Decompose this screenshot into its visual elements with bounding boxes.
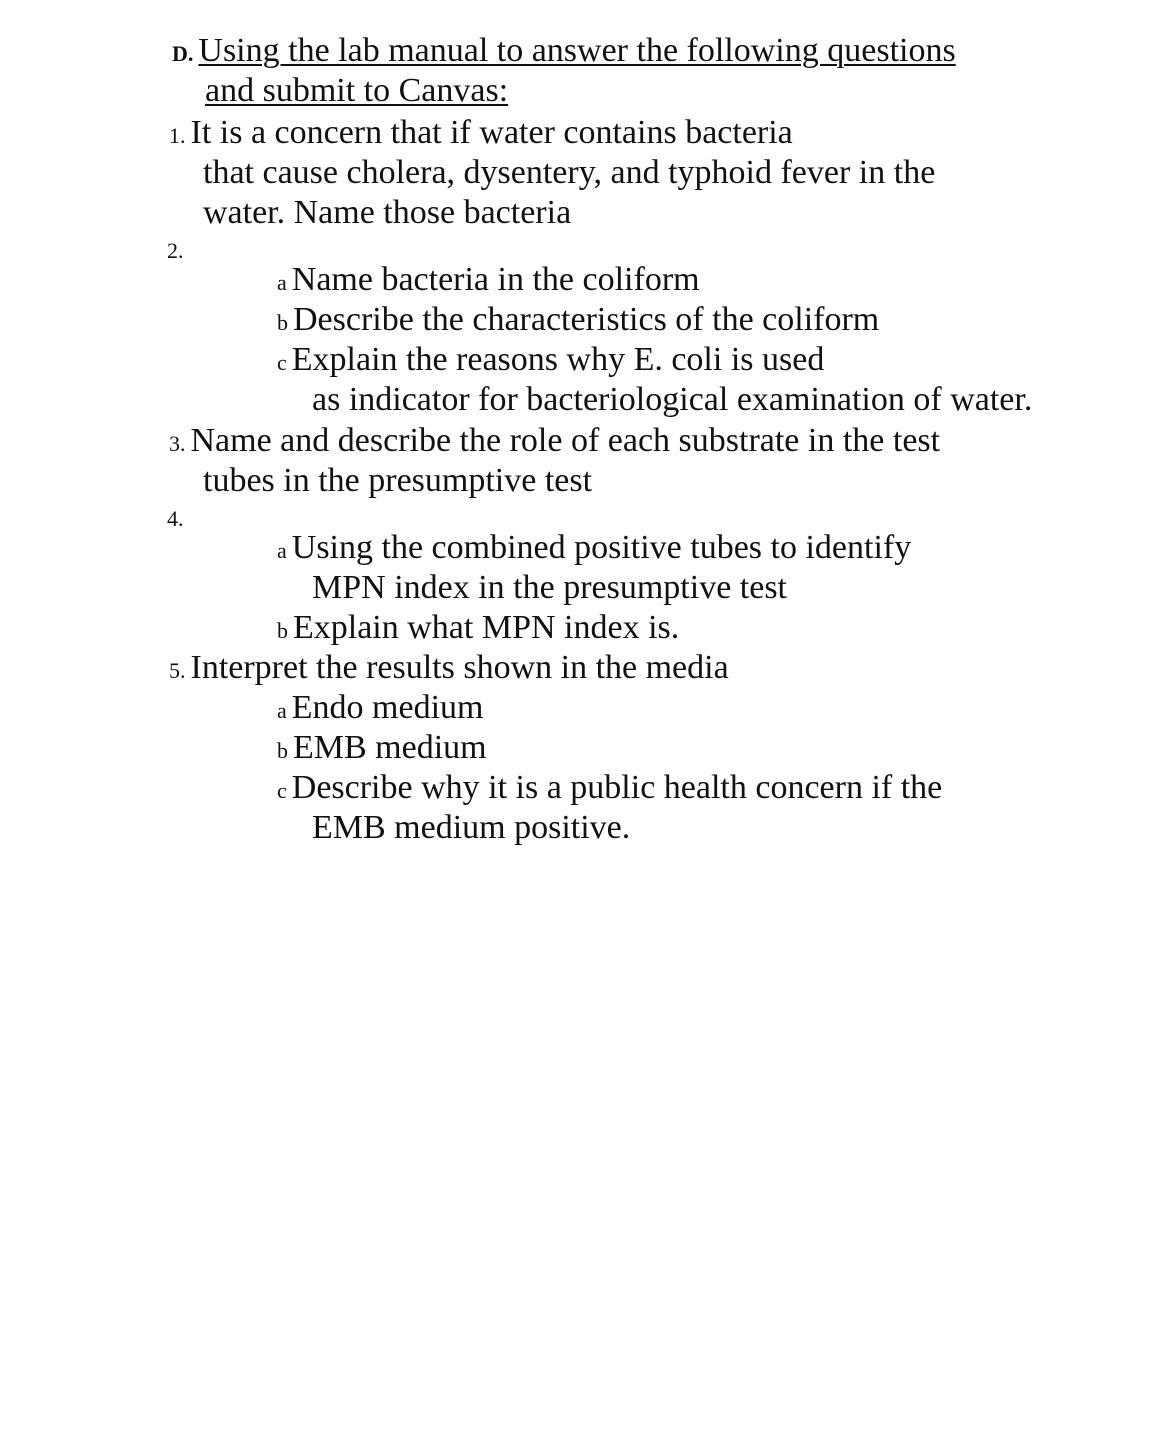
question-5a-marker: a bbox=[277, 698, 287, 723]
question-5c-marker: c bbox=[277, 778, 287, 803]
question-5b-marker: b bbox=[277, 738, 288, 763]
question-5c-text-part-1: Describe why it is a public health concern if the bbox=[291, 769, 943, 806]
question-2a-line bbox=[277, 260, 700, 303]
question-5-line bbox=[169, 648, 729, 691]
question-2b-line bbox=[277, 300, 879, 343]
question-1-marker: 1. bbox=[169, 123, 186, 148]
question-2b-text: Describe the characteristics of the coliform bbox=[293, 301, 880, 338]
question-2b-marker: b bbox=[277, 310, 288, 335]
question-5b-line bbox=[277, 728, 487, 771]
question-2-marker: 2. bbox=[167, 238, 184, 263]
question-4a-line-2 bbox=[312, 568, 787, 608]
question-5c-text-part-2: EMB medium positive. bbox=[312, 809, 631, 846]
question-5-marker: 5. bbox=[169, 658, 186, 683]
question-2c-text-part-1: Explain the reasons why E. coli is used bbox=[291, 341, 825, 378]
question-4b-text: Explain what MPN index is. bbox=[293, 609, 680, 646]
question-2c-text-part-2: as indicator for bacteriological examination of water. bbox=[312, 381, 1033, 418]
question-4a-line-1 bbox=[277, 528, 911, 571]
question-4a-marker: a bbox=[277, 538, 287, 563]
question-2c-marker: c bbox=[277, 350, 287, 375]
question-1-line-1 bbox=[169, 113, 793, 156]
question-4a-text-part-1: Using the combined positive tubes to identify bbox=[291, 529, 912, 566]
question-1-text-part-2: that cause cholera, dysentery, and typhoid fever in the bbox=[203, 154, 936, 191]
question-4-marker: 4. bbox=[167, 506, 184, 531]
question-1-text-part-3: water. Name those bacteria bbox=[203, 194, 572, 231]
question-2c-line-1 bbox=[277, 340, 824, 383]
question-4-line bbox=[167, 496, 189, 539]
question-3-line-2 bbox=[203, 461, 592, 501]
question-5c-line-1 bbox=[277, 768, 942, 811]
question-4b-line bbox=[277, 608, 679, 651]
section-heading-part-1: Using the lab manual to answer the following questions bbox=[198, 32, 956, 69]
question-3-text-part-1: Name and describe the role of each substrate in the test bbox=[190, 422, 941, 459]
question-5b-text: EMB medium bbox=[293, 729, 487, 766]
question-2c-line-2 bbox=[312, 380, 1032, 420]
question-1-line-3 bbox=[203, 193, 571, 233]
question-2-line bbox=[167, 228, 189, 271]
question-5a-text: Endo medium bbox=[291, 689, 484, 726]
question-5a-line bbox=[277, 688, 483, 731]
question-4b-marker: b bbox=[277, 618, 288, 643]
question-5c-line-2 bbox=[312, 808, 630, 848]
question-1-text-part-1: It is a concern that if water contains bacteria bbox=[190, 114, 793, 151]
question-1-line-2 bbox=[203, 153, 935, 193]
section-marker: D. bbox=[172, 41, 194, 66]
question-2a-marker: a bbox=[277, 270, 287, 295]
question-3-text-part-2: tubes in the presumptive test bbox=[203, 462, 593, 499]
section-heading-line-2 bbox=[205, 71, 508, 111]
question-3-marker: 3. bbox=[169, 431, 186, 456]
question-4a-text-part-2: MPN index in the presumptive test bbox=[312, 569, 788, 606]
question-5-text: Interpret the results shown in the media bbox=[190, 649, 729, 686]
section-heading-line-1 bbox=[172, 31, 956, 74]
section-heading-part-2: and submit to Canvas: bbox=[205, 72, 509, 109]
question-3-line-1 bbox=[169, 421, 940, 464]
question-2a-text: Name bacteria in the coliform bbox=[291, 261, 700, 298]
